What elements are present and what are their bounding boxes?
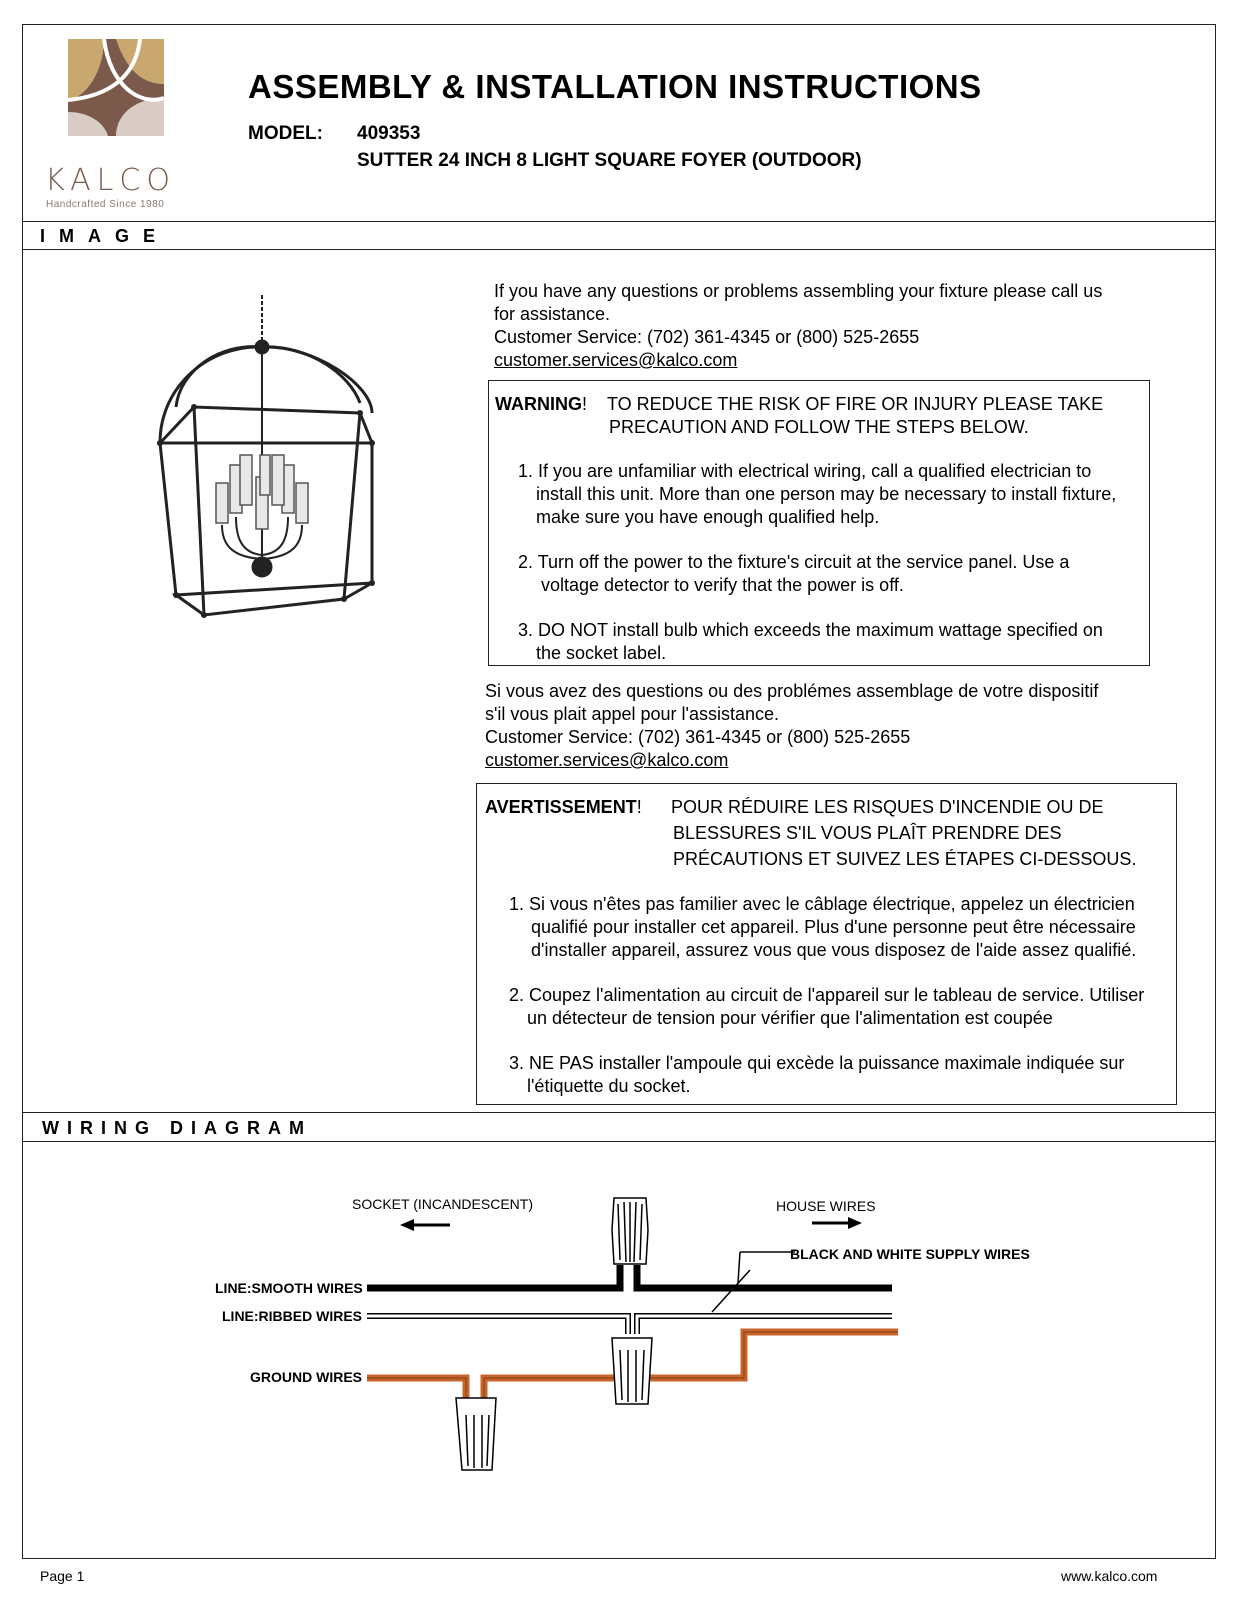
customer-service-phone: Customer Service: (702) 361-4345 or (800) 525-2655 [494, 327, 920, 347]
warning-step-2-line1: 2. Turn off the power to the fixture's circuit at the service panel. Use a [518, 552, 1070, 572]
warning-message-fr-line3: PRÉCAUTIONS ET SUIVEZ LES ÉTAPES CI-DESSOUS. [673, 849, 1137, 869]
warning-step-1-line2: install this unit. More than one person may be necessary to install fixture, [536, 484, 1117, 504]
wiring-section-label: WIRING DIAGRAM [42, 1118, 312, 1138]
wire-nut-middle-icon [612, 1338, 652, 1404]
warning-box [488, 380, 1150, 666]
warning-step-1-line1: 1. If you are unfamiliar with electrical wiring, call a qualified electrician to [518, 461, 1092, 481]
ground-wires-label: GROUND WIRES [250, 1369, 362, 1385]
socket-label: SOCKET (INCANDESCENT) [352, 1196, 533, 1212]
arrow-left-icon [400, 1219, 450, 1231]
arrow-right-icon [812, 1217, 862, 1229]
customer-service-phone-fr: Customer Service: (702) 361-4345 or (800) 525-2655 [485, 727, 911, 747]
model-description: SUTTER 24 INCH 8 LIGHT SQUARE FOYER (OUTDOOR) [357, 150, 862, 171]
warning-step-fr-2-line2: un détecteur de tension pour vérifier que l'alimentation est coupée [527, 1008, 1053, 1028]
intro-text-fr-line2: s'il vous plait appel pour l'assistance. [485, 704, 780, 724]
model-label: MODEL: [248, 123, 323, 144]
house-wires-label: HOUSE WIRES [776, 1198, 876, 1214]
warning-step-fr-2-line1: 2. Coupez l'alimentation au circuit de l'appareil sur le tableau de service. Utiliser [509, 985, 1145, 1005]
warning-step-3-line1: 3. DO NOT install bulb which exceeds the maximum wattage specified on [518, 620, 1103, 640]
wiring-diagram [200, 1190, 1080, 1490]
warning-step-fr-3-line2: l'étiquette du socket. [527, 1076, 691, 1096]
customer-service-email-link[interactable]: customer.services@kalco.com [494, 350, 738, 370]
warning-box-fr [476, 783, 1177, 1105]
warning-message-line1: TO REDUCE THE RISK OF FIRE OR INJURY PLEASE TAKE [607, 394, 1104, 414]
smooth-wires-label: LINE:SMOOTH WIRES [215, 1280, 363, 1296]
warning-message-fr-line2: BLESSURES S'IL VOUS PLAÎT PRENDRE DES [673, 823, 1062, 843]
intro-text-line2: for assistance. [494, 304, 611, 324]
warning-message-fr-line1: POUR RÉDUIRE LES RISQUES D'INCENDIE OU DE [671, 797, 1104, 817]
brand-name: KALCO [45, 163, 176, 198]
warning-label: WARNING [495, 394, 582, 414]
warning-step-fr-3-line1: 3. NE PAS installer l'ampoule qui excède la puissance maximale indiquée sur [509, 1053, 1125, 1073]
warning-step-fr-1-line1: 1. Si vous n'êtes pas familier avec le câblage électrique, appelez un électricien [509, 894, 1135, 914]
customer-service-email-link-fr[interactable]: customer.services@kalco.com [485, 750, 729, 770]
model-number: 409353 [357, 123, 421, 144]
fixture-image [150, 295, 390, 625]
intro-text-line1: If you have any questions or problems assembling your fixture please call us [494, 281, 1103, 301]
ribbed-wires-label: LINE:RIBBED WIRES [222, 1308, 362, 1324]
warning-message-line2: PRECAUTION AND FOLLOW THE STEPS BELOW. [609, 417, 1029, 437]
warning-step-1-line3: make sure you have enough qualified help. [536, 507, 880, 527]
divider-wiring-top [22, 1112, 1216, 1113]
divider-wiring-label [22, 1141, 1216, 1142]
supply-wires-label: BLACK AND WHITE SUPPLY WIRES [790, 1246, 1030, 1262]
warning-step-fr-1-line2: qualifié pour installer cet appareil. Plus d'une personne peut être nécessaire [531, 917, 1136, 937]
page-number: Page 1 [40, 1568, 85, 1584]
image-section-label: IMAGE [40, 226, 170, 246]
wire-nut-top-icon [612, 1198, 648, 1264]
warning-heading: WARNING! [495, 394, 588, 414]
intro-text-fr-line1: Si vous avez des questions ou des problémes assemblage de votre dispositif [485, 681, 1099, 701]
warning-step-2-line2: voltage detector to verify that the power is off. [541, 575, 904, 595]
divider-image-label [22, 249, 1216, 250]
warning-heading-fr: AVERTISSEMENT! [485, 797, 642, 817]
warning-step-3-line2: the socket label. [536, 643, 667, 663]
wire-nut-ground-icon [456, 1398, 496, 1470]
website-link[interactable]: www.kalco.com [1061, 1568, 1158, 1584]
divider-header [22, 221, 1216, 222]
warning-step-fr-1-line3: d'installer appareil, assurez vous que vous disposez de l'aide assez qualifié. [531, 940, 1137, 960]
page-title: ASSEMBLY & INSTALLATION INSTRUCTIONS [248, 68, 982, 105]
brand-tagline: Handcrafted Since 1980 [46, 199, 165, 210]
warning-label-fr: AVERTISSEMENT [485, 797, 637, 817]
